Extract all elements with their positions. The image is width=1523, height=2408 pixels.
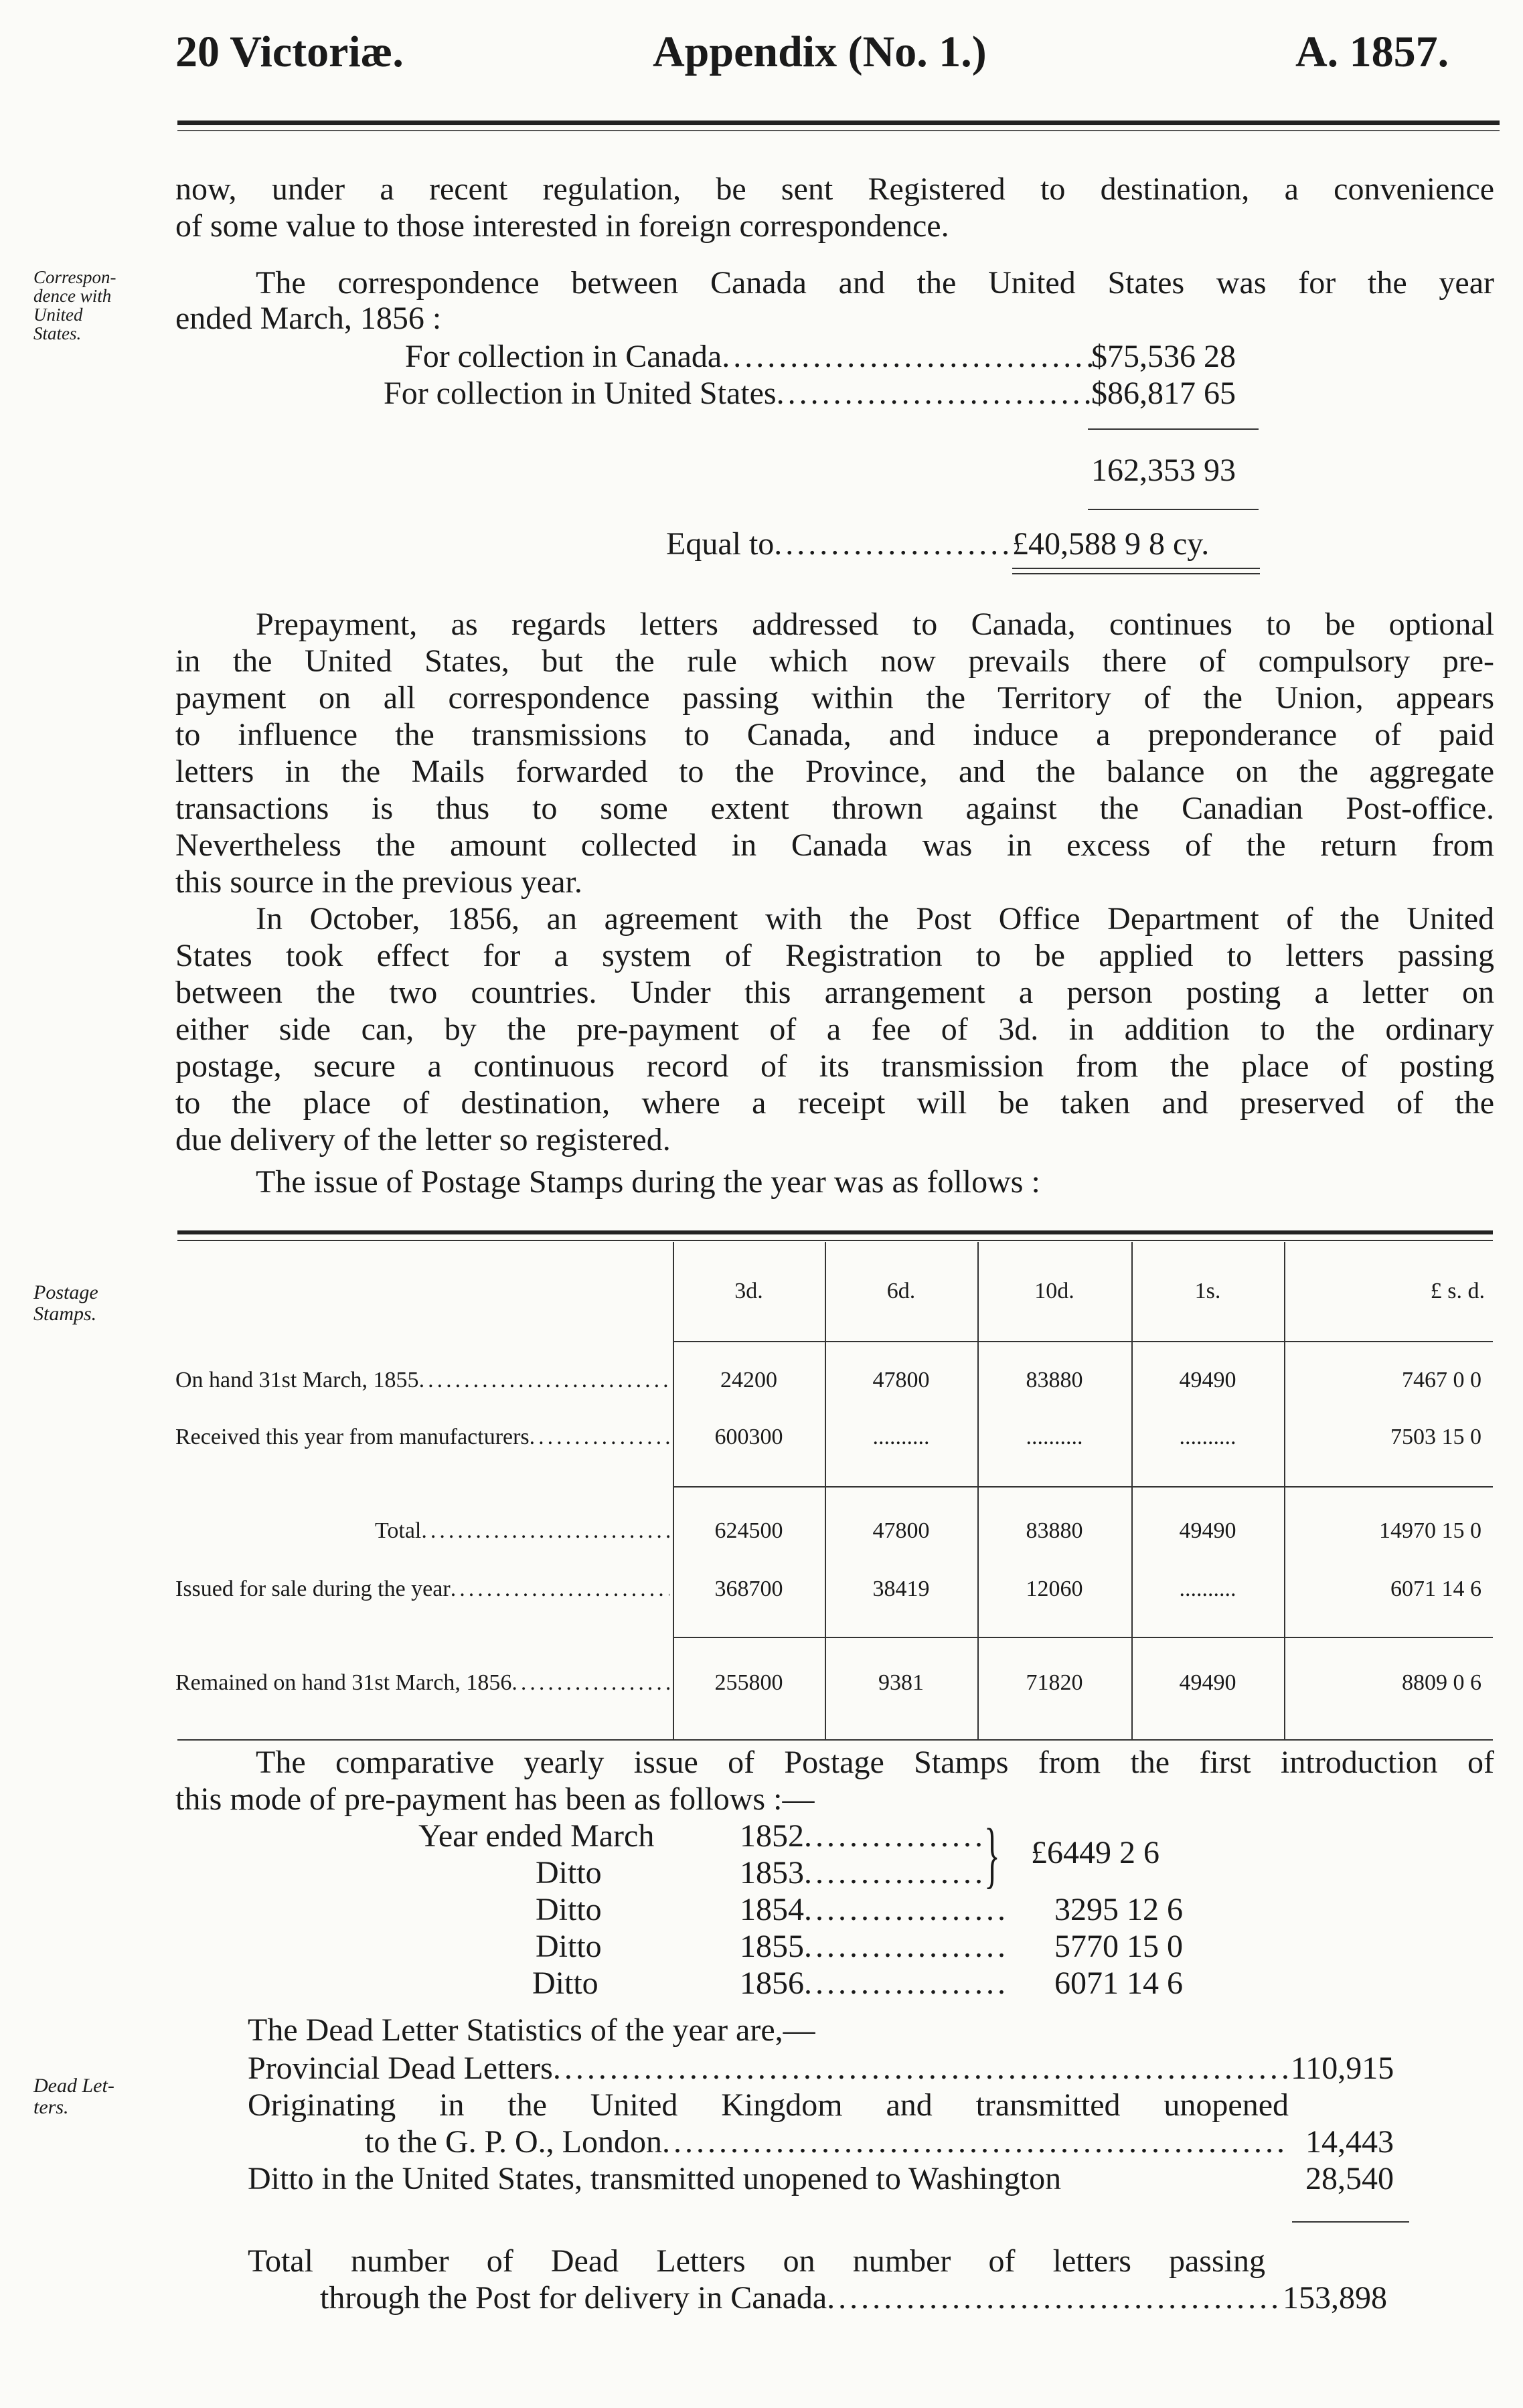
cell: 71820 <box>1026 1670 1083 1695</box>
col-header-6d: 6d. <box>886 1279 916 1303</box>
registration-line: to the place of destination, where a receipt will be taken and preserved of the <box>175 1085 1494 1121</box>
margin-line: Correspon- <box>33 267 116 287</box>
collection-us-label: For collection in United States <box>384 376 777 411</box>
sum-rule <box>1088 428 1259 430</box>
cell: .......... <box>1026 1425 1083 1449</box>
table-row <box>175 1670 669 1696</box>
registration-line: In October, 1856, an agreement with the Post Office Department of the United <box>256 901 1494 937</box>
col-divider <box>977 1242 979 1741</box>
comp-year: 1852 <box>740 1818 804 1854</box>
col-header-3d: 3d. <box>734 1279 763 1303</box>
cell: 9381 <box>878 1670 924 1695</box>
comp-value: £6449 2 6 <box>1031 1835 1159 1870</box>
cell: 6071 14 6 <box>1390 1577 1481 1601</box>
header-year: A. 1857. <box>1295 27 1449 76</box>
row-label: Remained on hand 31st March, 1856 <box>175 1670 512 1695</box>
equal-label: Equal to <box>666 526 775 562</box>
comp-value: 6071 14 6 <box>1054 1965 1183 2001</box>
table-bottom-rule <box>177 1739 1493 1741</box>
col-header-lsd: £ s. d. <box>1430 1279 1485 1303</box>
comp-year: 1854 <box>740 1892 804 1927</box>
cell: 49490 <box>1179 1670 1236 1695</box>
margin-line: ters. <box>33 2096 69 2118</box>
dead-sum-rule <box>1292 2221 1409 2223</box>
provincial-label: Provincial Dead Letters <box>248 2051 553 2086</box>
comp-year-row <box>740 1928 1008 1965</box>
collection-canada-label: For collection in Canada <box>405 339 722 374</box>
table-top-rule <box>177 1230 1493 1234</box>
us-dead-value: 28,540 <box>1305 2161 1394 2196</box>
table-header-rule <box>673 1341 1493 1342</box>
comp-year-row <box>740 1818 981 1854</box>
cell: 24200 <box>720 1368 777 1392</box>
prepayment-line: to influence the transmissions to Canada, and induce a preponderance of paid <box>175 717 1494 752</box>
equal-underline-2 <box>1012 573 1260 574</box>
intro-line-2: of some value to those interested in foreign correspondence. <box>175 208 949 244</box>
total-dead-value: 153,898 <box>1283 2280 1387 2316</box>
header-rule-thin <box>177 130 1500 131</box>
correspondence-line-1: The correspondence between Canada and the United States was for the year <box>256 265 1494 301</box>
dead-letters-intro: The Dead Letter Statistics of the year are,— <box>248 2012 815 2048</box>
row-label: Issued for sale during the year <box>175 1577 451 1601</box>
total-dead-label: through the Post for delivery in Canada <box>320 2280 827 2316</box>
cell: .......... <box>872 1425 930 1449</box>
cell: 47800 <box>872 1368 930 1392</box>
comparative-line-2: this mode of pre-payment has been as follows :— <box>175 1781 815 1817</box>
collection-canada-value: $75,536 28 <box>1091 339 1236 374</box>
provincial-value: 110,915 <box>1291 2051 1394 2086</box>
registration-line: postage, secure a continuous record of its transmission from the place of posting <box>175 1048 1494 1084</box>
registration-line: due delivery of the letter so registered. <box>175 1122 671 1157</box>
table-subtotal-rule <box>673 1486 1493 1488</box>
uk-value: 14,443 <box>1305 2124 1394 2160</box>
margin-line: Stamps. <box>33 1303 97 1325</box>
comp-label: Ditto <box>536 1855 602 1891</box>
col-divider <box>1131 1242 1133 1741</box>
prepayment-line: Prepayment, as regards letters addressed to Canada, continues to be optional <box>256 607 1494 642</box>
col-divider <box>825 1242 826 1741</box>
header-appendix: Appendix (No. 1.) <box>653 27 987 76</box>
uk-row <box>365 2123 1289 2160</box>
prepayment-line: this source in the previous year. <box>175 864 582 900</box>
col-header-10d: 10d. <box>1034 1279 1074 1303</box>
comp-value: 3295 12 6 <box>1054 1892 1183 1927</box>
correspondence-total: 162,353 93 <box>1091 453 1236 488</box>
margin-note-correspondence <box>33 268 116 343</box>
cell: 12060 <box>1026 1577 1083 1601</box>
total-dead-row <box>320 2279 1281 2316</box>
stamps-intro: The issue of Postage Stamps during the year was as follows : <box>256 1164 1040 1200</box>
cell: 47800 <box>872 1518 930 1543</box>
header-volume: 20 Victoriæ. <box>175 27 404 76</box>
comparative-line-1: The comparative yearly issue of Postage Stamps from the first introduction of <box>256 1745 1494 1780</box>
table-remained-rule <box>673 1637 1493 1638</box>
cell: 7467 0 0 <box>1402 1368 1481 1392</box>
cell: 83880 <box>1026 1368 1083 1392</box>
table-row <box>175 1368 669 1393</box>
prepayment-line: letters in the Mails forwarded to the Province, and the balance on the aggregate <box>175 754 1494 789</box>
cell: 14970 15 0 <box>1379 1518 1481 1543</box>
comp-label: Ditto <box>532 1965 598 2001</box>
comp-year: 1855 <box>740 1929 804 1964</box>
uk-line-1: Originating in the United Kingdom and transmitted unopened <box>248 2087 1289 2123</box>
comp-year: 1853 <box>740 1855 804 1891</box>
correspondence-line-2: ended March, 1856 : <box>175 301 442 336</box>
cell: 8809 0 6 <box>1402 1670 1481 1695</box>
table-row <box>375 1518 669 1544</box>
cell: 83880 <box>1026 1518 1083 1543</box>
margin-note-postage <box>33 1282 98 1325</box>
collection-us-value: $86,817 65 <box>1091 376 1236 411</box>
total-rule <box>1088 509 1259 510</box>
table-row <box>175 1577 669 1602</box>
header-rule <box>177 121 1500 125</box>
collection-us-row <box>384 375 1095 412</box>
equal-value: £40,588 9 8 cy. <box>1012 526 1210 562</box>
cell: 600300 <box>714 1425 783 1449</box>
margin-line: States. <box>33 323 82 343</box>
cell: .......... <box>1179 1425 1236 1449</box>
equal-row <box>666 526 1014 562</box>
comp-label: Ditto <box>536 1929 602 1964</box>
registration-line: States took effect for a system of Registration to be applied to letters passing <box>175 938 1494 973</box>
margin-line: dence with <box>33 286 112 306</box>
uk-label: to the G. P. O., London <box>365 2124 662 2160</box>
table-row <box>175 1425 669 1450</box>
intro-line-1: now, under a recent regulation, be sent Registered to destination, a convenience <box>175 171 1494 207</box>
cell: 49490 <box>1179 1518 1236 1543</box>
cell: 624500 <box>714 1518 783 1543</box>
margin-line: United <box>33 305 83 325</box>
comp-value: 5770 15 0 <box>1054 1929 1183 1964</box>
col-divider <box>1284 1242 1285 1741</box>
brace-glyph: } <box>984 1814 1000 1895</box>
cell: 7503 15 0 <box>1390 1425 1481 1449</box>
cell: .......... <box>1179 1577 1236 1601</box>
prepayment-line: payment on all correspondence passing within the Territory of the Union, appears <box>175 680 1494 716</box>
comp-label: Ditto <box>536 1892 602 1927</box>
prepayment-line: in the United States, but the rule which now prevails there of compulsory pre- <box>175 643 1494 679</box>
cell: 38419 <box>872 1577 930 1601</box>
margin-line: Postage <box>33 1281 98 1303</box>
registration-line: either side can, by the pre-payment of a fee of 3d. in addition to the ordinary <box>175 1012 1494 1047</box>
col-header-1s: 1s. <box>1194 1279 1221 1303</box>
comp-year-row <box>740 1854 981 1891</box>
margin-line: Dead Let- <box>33 2075 114 2097</box>
cell: 49490 <box>1179 1368 1236 1392</box>
margin-note-dead-letters <box>33 2075 114 2118</box>
comp-year-row <box>740 1965 1008 2002</box>
us-dead-label: Ditto in the United States, transmitted unopened to Washington <box>248 2161 1062 2196</box>
row-label: Total <box>375 1518 422 1543</box>
table-top-rule-thin <box>177 1240 1493 1241</box>
comp-label: Year ended March <box>418 1818 655 1854</box>
equal-underline <box>1012 568 1260 569</box>
provincial-row <box>248 2050 1289 2087</box>
cell: 255800 <box>714 1670 783 1695</box>
registration-line: between the two countries. Under this arrangement a person posting a letter on <box>175 975 1494 1010</box>
comp-year: 1856 <box>740 1965 804 2001</box>
prepayment-line: Nevertheless the amount collected in Canada was in excess of the return from <box>175 827 1494 863</box>
total-dead-line-1: Total number of Dead Letters on number of letters passing <box>248 2243 1265 2279</box>
col-divider <box>673 1242 674 1741</box>
row-label: On hand 31st March, 1855 <box>175 1368 419 1392</box>
cell: 368700 <box>714 1577 783 1601</box>
collection-canada-row <box>405 338 1095 375</box>
comp-year-row <box>740 1891 1008 1928</box>
prepayment-line: transactions is thus to some extent thrown against the Canadian Post-office. <box>175 791 1494 826</box>
row-label: Received this year from manufacturers <box>175 1425 530 1449</box>
